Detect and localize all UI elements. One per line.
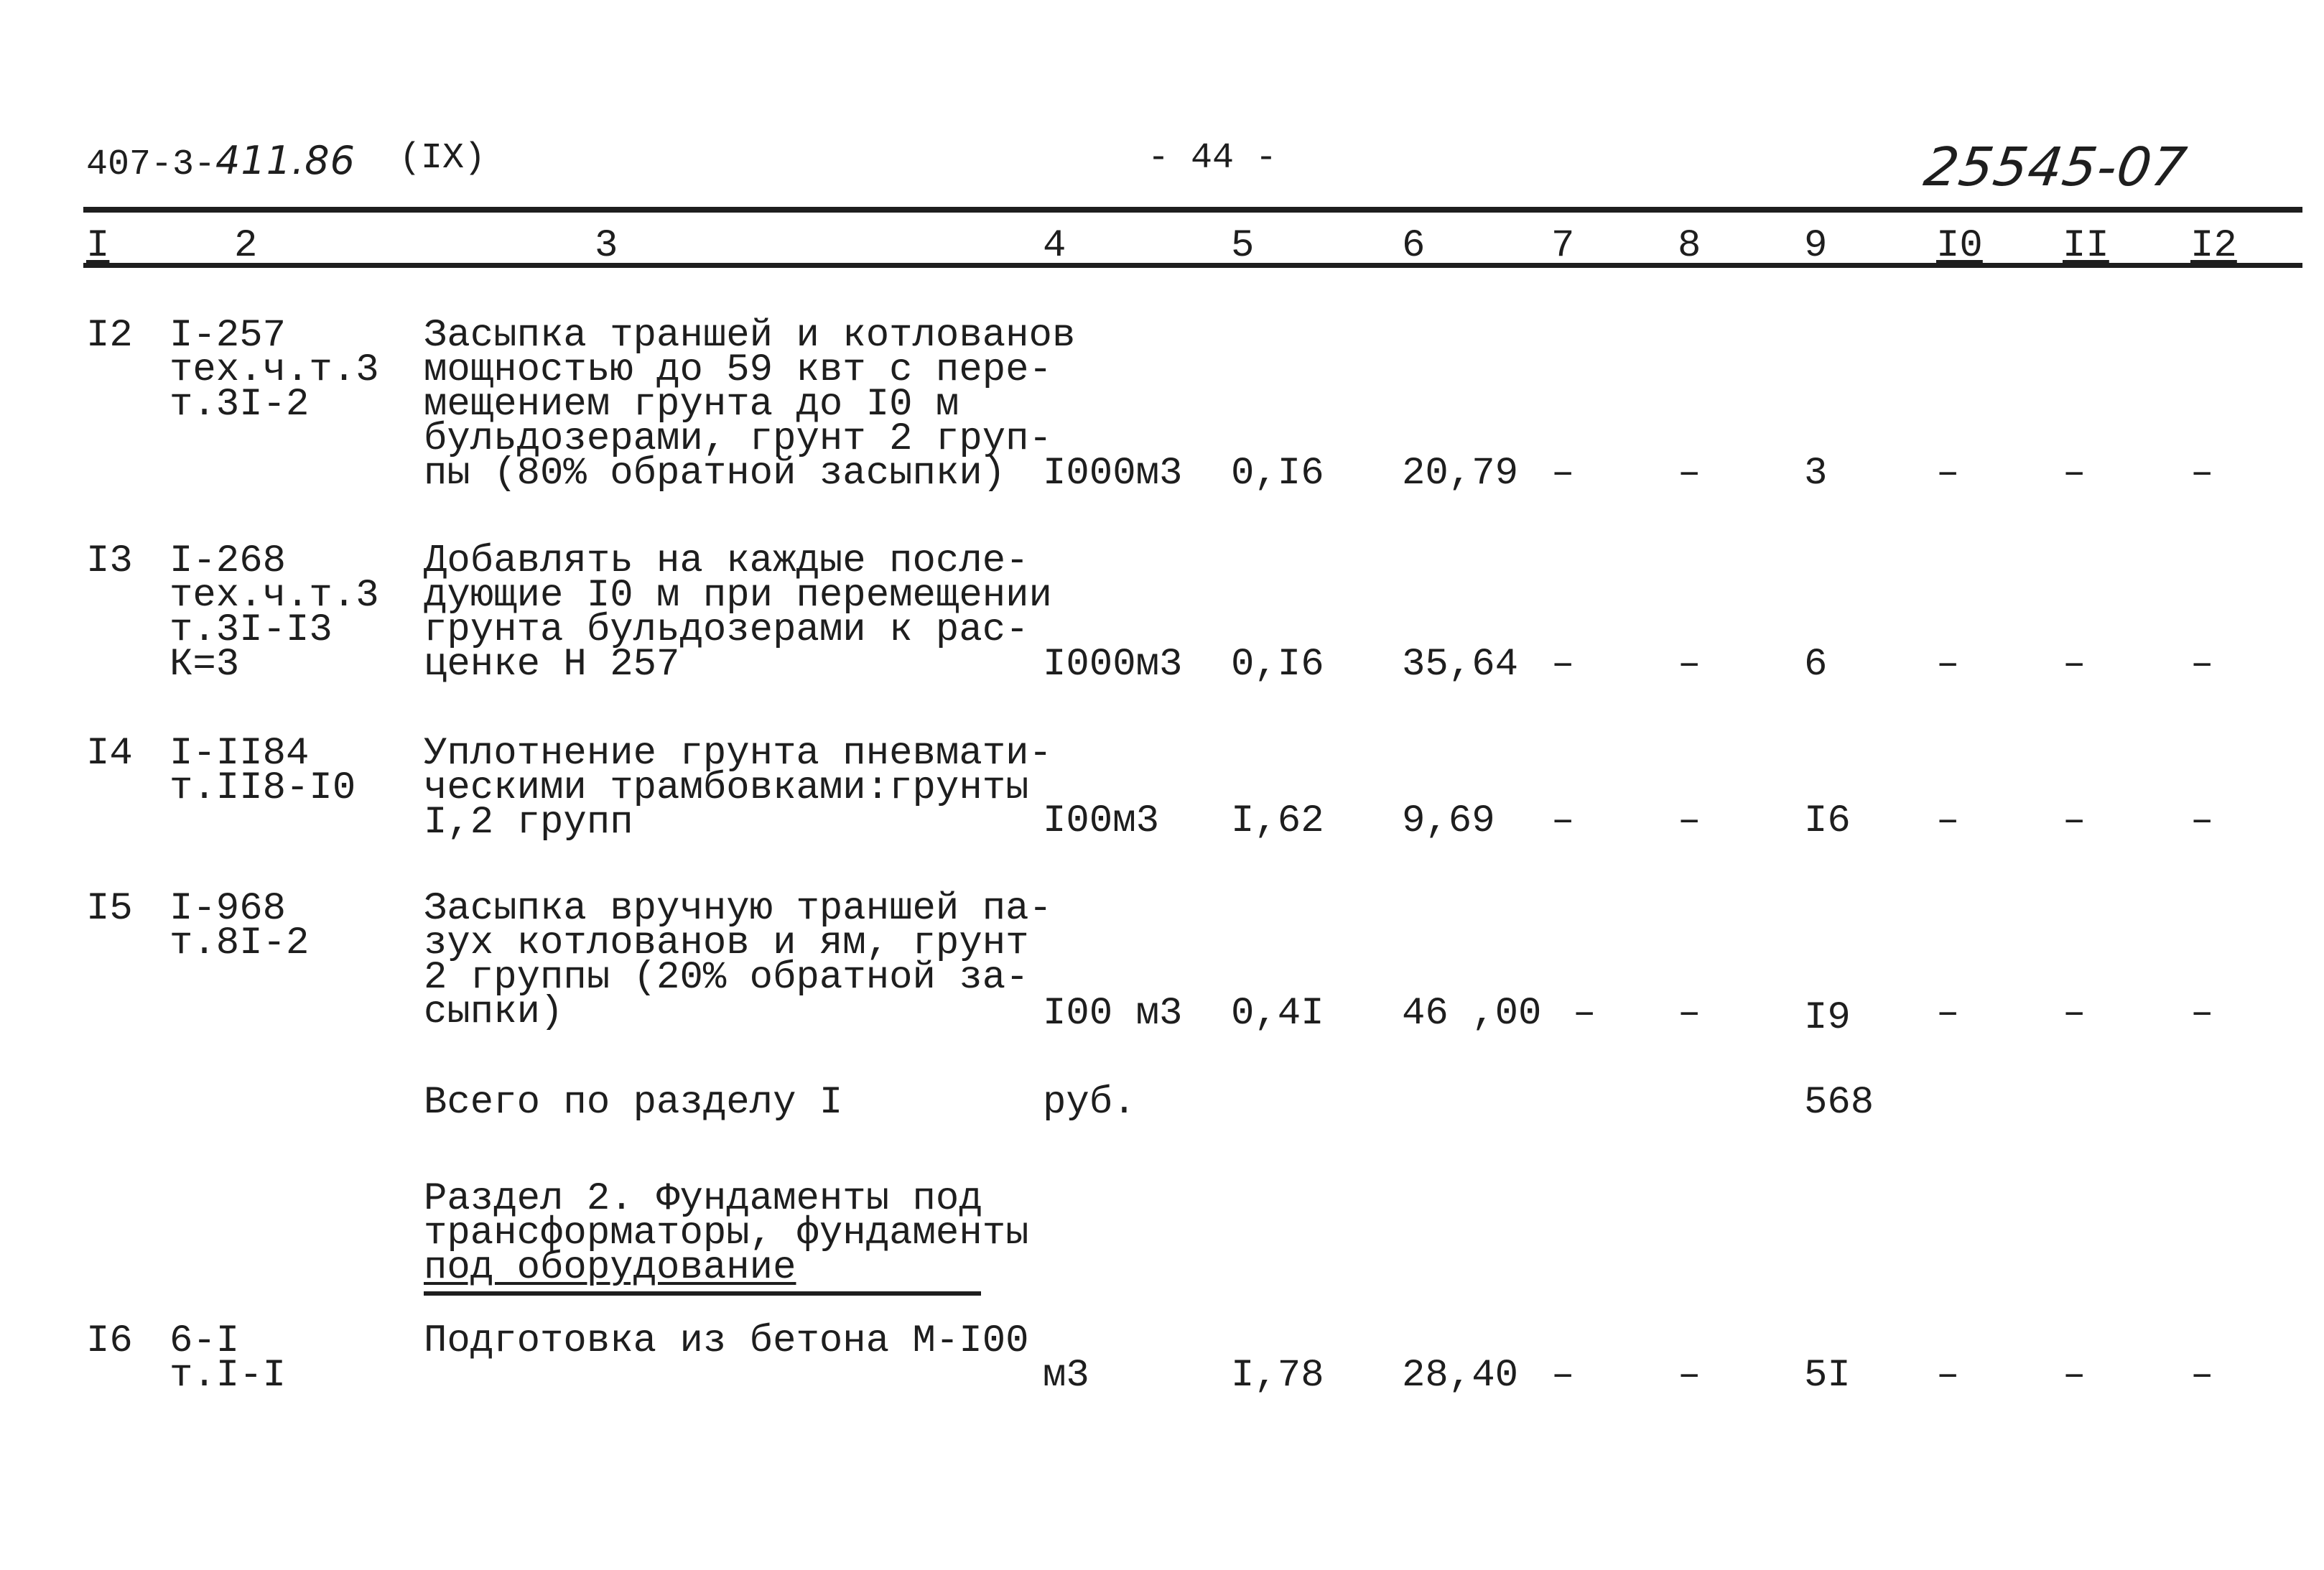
unit: м3 [1043,1354,1089,1398]
section-heading-underlined: под оборудование [424,1246,796,1290]
col-7: – [1551,799,1575,843]
col-10: – [1936,1354,1960,1398]
unit-price: 46 ,00 [1402,992,1542,1036]
work-description: Засыпка траншей и котлованов мощностью до 59 квт с пере- мещением грунта до I0 м бульдозерами, грунт 2 груп- пы (80% обратной засыпки) [424,314,1076,496]
rate-code: I-257 тех.ч.т.3 т.3I-2 [169,314,379,427]
volume-number: (IX) [399,138,486,179]
work-description: Подготовка из бетона М-I00 [424,1319,1029,1363]
work-description: Добавлять на каждые после- дующие I0 м при перемещении грунта бульдозерами к рас- ценке Н 257 [424,539,1052,687]
quantity: I,78 [1231,1354,1324,1398]
top-rule [83,207,2302,213]
col-12: – [2190,992,2214,1036]
quantity: 0,4I [1231,992,1324,1036]
quantity: I,62 [1231,799,1324,843]
column-number-2: 2 [234,224,258,268]
col-10: – [1936,992,1960,1036]
column-number-1: I [86,224,110,268]
col-10: – [1936,452,1960,496]
col-8: – [1678,643,1701,687]
col-7: – [1551,1354,1575,1398]
unit: I00 м3 [1043,992,1183,1036]
col-8: – [1678,452,1701,496]
quantity: 0,I6 [1231,643,1324,687]
quantity: 0,I6 [1231,452,1324,496]
section-total-value: 568 [1804,1081,1874,1125]
section-heading: Раздел 2. Фундаменты под трансформаторы, фундаменты [424,1177,1029,1255]
cost: I6 [1804,799,1851,843]
column-number-6: 6 [1402,224,1426,268]
col-8: – [1678,1354,1701,1398]
row-number: I3 [86,539,133,583]
row-number: I5 [86,887,133,931]
column-number-7: 7 [1551,224,1575,268]
unit-price: 20,79 [1402,452,1519,496]
col-11: – [2063,1354,2086,1398]
rate-code: I-268 тех.ч.т.3 т.3I-I3 К=3 [169,539,379,687]
cost: 3 [1804,452,1828,496]
unit: I000м3 [1043,452,1183,496]
col-12: – [2190,1354,2214,1398]
col-10: – [1936,799,1960,843]
column-number-5: 5 [1231,224,1255,268]
col-11: – [2063,452,2086,496]
unit: I000м3 [1043,643,1183,687]
col-8: – [1678,799,1701,843]
unit: I00м3 [1043,799,1160,843]
column-number-8: 8 [1678,224,1701,268]
col-11: – [2063,992,2086,1036]
cost: 5I [1804,1354,1851,1398]
work-description: Засыпка вручную траншей па- зух котлованов и ям, грунт 2 группы (20% обратной за- сыпки) [424,887,1052,1034]
section-heading-rule [424,1291,981,1296]
column-number-10: I0 [1936,224,1983,268]
col-11: – [2063,643,2086,687]
cost: I9 [1804,996,1851,1040]
column-number-3: 3 [595,224,618,268]
unit-price: 9,69 [1402,799,1495,843]
row-number: I6 [86,1319,133,1363]
col-12: – [2190,643,2214,687]
column-number-4: 4 [1043,224,1066,268]
col-7: – [1551,643,1575,687]
page-number: - 44 - [1148,138,1278,179]
column-number-12: I2 [2190,224,2237,268]
unit-price: 35,64 [1402,643,1519,687]
column-number-9: 9 [1804,224,1828,268]
col-8: – [1678,992,1701,1036]
col-12: – [2190,799,2214,843]
document-code-printed: 407-3- [86,144,216,185]
col-10: – [1936,643,1960,687]
rate-code: I-968 т.8I-2 [169,887,310,965]
col-11: – [2063,799,2086,843]
work-description: Уплотнение грунта пневмати- ческими трамбовками:грунты I,2 групп [424,732,1052,845]
document-code [86,138,355,185]
cost: 6 [1804,643,1828,687]
document-code-handwritten: 411.86 [215,138,355,183]
col-7: – [1551,452,1575,496]
row-number: I2 [86,314,133,358]
section-total-unit: руб. [1043,1081,1136,1125]
unit-price: 28,40 [1402,1354,1519,1398]
column-number-11: II [2063,224,2109,268]
stamp-number: 25545-07 [1920,136,2191,198]
row-number: I4 [86,732,133,776]
col-7: – [1573,992,1596,1036]
rate-code: 6-I т.I-I [169,1319,287,1398]
col-12: – [2190,452,2214,496]
rate-code: I-II84 т.II8-I0 [169,732,356,810]
section-total-label: Всего по разделу I [424,1081,843,1125]
